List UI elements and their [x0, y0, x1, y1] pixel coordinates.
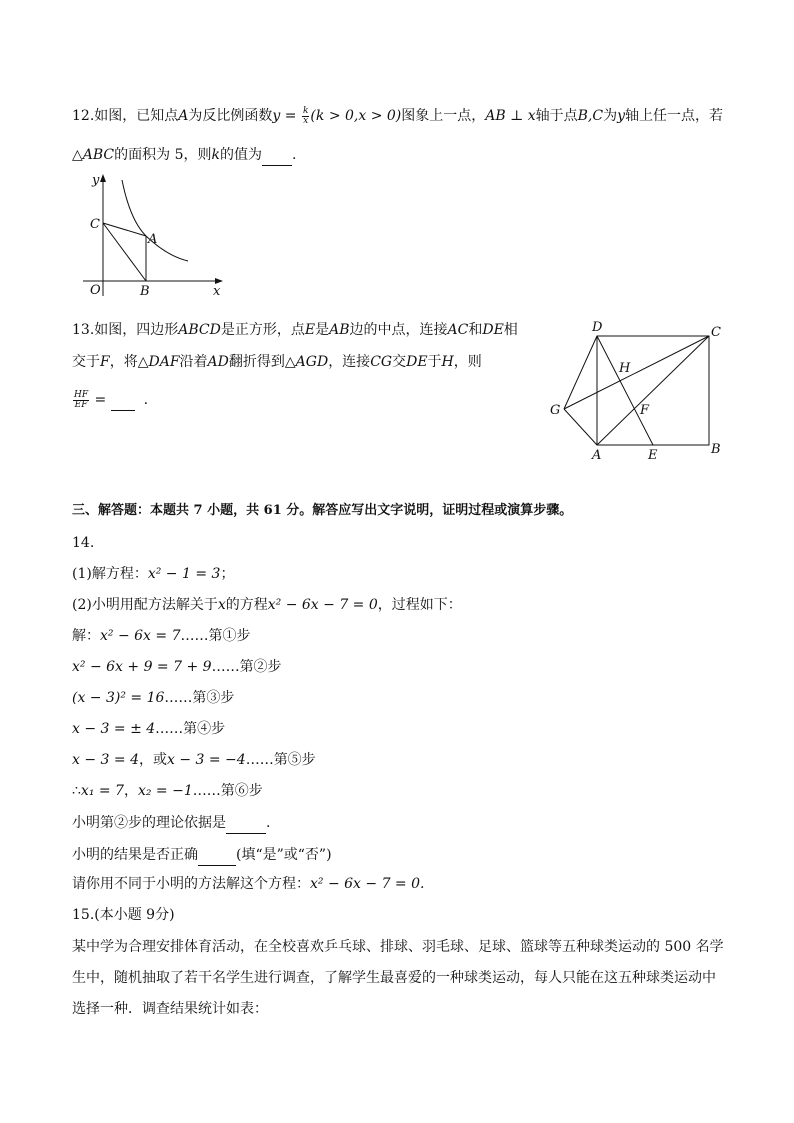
q12-var-k: k	[211, 147, 220, 163]
q13-var: DE	[406, 354, 428, 370]
q13-text: 是	[315, 322, 330, 338]
q13-text: ，则	[453, 354, 482, 370]
q13-fraction	[73, 391, 89, 410]
label-O: O	[90, 283, 101, 298]
label-y: y	[92, 173, 100, 188]
q12-line1	[72, 106, 723, 126]
q13-text: 和	[468, 322, 483, 338]
q13-var: △DAF	[137, 354, 180, 370]
q14-equation: (x − 3)² = 16	[72, 690, 165, 706]
q14-equation: x² − 6x = 7	[100, 628, 181, 644]
q14-equation: x − 3 = −4	[166, 752, 246, 768]
q14-step3	[72, 688, 234, 708]
q14-text: (填“是”或“否”)	[236, 847, 332, 863]
q14-text: 小明的结果是否正确	[72, 847, 198, 863]
q13-var: AC	[447, 322, 469, 338]
q14-step1	[72, 626, 250, 646]
q14-equation: x² − 6x − 7 = 0.	[310, 876, 425, 892]
segment-GC	[564, 336, 709, 409]
q14-text: 的方程	[225, 597, 268, 613]
label-H: H	[619, 361, 631, 376]
q13-text: 边的中点，连接	[349, 322, 448, 338]
q12-line2	[72, 145, 296, 166]
q15-line1	[72, 937, 724, 957]
q12-text: 为	[603, 108, 618, 124]
q13-var: F	[100, 354, 110, 370]
q14-number	[72, 533, 94, 553]
q14-text: 小明第②步的理论依据是	[72, 815, 226, 831]
q12-condition: (k > 0,x > 0)	[310, 108, 402, 124]
label-A: A	[148, 232, 158, 247]
label-A: A	[592, 448, 602, 463]
q13-var: DE	[482, 322, 504, 338]
q12-number: 12.	[72, 108, 95, 124]
q12-frac-num: k	[302, 105, 309, 116]
answer-blank	[198, 845, 236, 866]
section-text: 分。解答应写出文字说明，证明过程或演算步骤。	[286, 503, 573, 518]
q12-var-BC: B,C	[577, 108, 604, 124]
section-3-header	[72, 501, 572, 521]
q13-text: 交	[392, 354, 407, 370]
q13-frac-num: HF	[74, 389, 89, 400]
q12-triangle: △ABC	[72, 147, 115, 163]
label-B: B	[140, 284, 150, 299]
q13-var: CG	[370, 354, 393, 370]
q13-text: ，将	[109, 354, 138, 370]
q13-line2	[72, 352, 482, 372]
q14-question-b	[72, 845, 332, 866]
therefore-symbol: ∴	[72, 783, 81, 799]
q12-var-A: A	[178, 108, 189, 124]
q14-text: (1)解方程：	[72, 566, 148, 582]
q14-text: .	[266, 815, 271, 831]
q12-perp: AB ⊥ x	[485, 108, 536, 124]
q13-var: AD	[207, 354, 229, 370]
q14-part2	[72, 595, 462, 615]
q14-question-c	[72, 874, 424, 894]
q12-text: 轴上任一点，若	[625, 108, 724, 124]
q14-step6	[72, 781, 263, 801]
q13-text: 如图，四边形	[94, 322, 179, 338]
segment-GA	[564, 409, 597, 445]
segment-DE	[597, 336, 653, 445]
y-axis-arrow	[100, 174, 106, 182]
answer-blank	[226, 813, 266, 834]
section-count: 7	[189, 503, 208, 518]
q13-var: E	[304, 322, 316, 338]
q13-number: 13.	[72, 322, 95, 338]
q15-text: 生中，随机抽取了若干名学生进行调查，了解学生最喜爱的一种球类运动，每人只能在这五种球类运动中	[72, 970, 716, 986]
answer-blank	[111, 390, 135, 411]
q12-text: .	[291, 147, 297, 163]
q14-step-label: ……第④步	[155, 721, 226, 737]
q13-var: ABCD	[178, 322, 221, 338]
q14-text: 请你用不同于小明的方法解这个方程：	[72, 876, 310, 892]
q12-frac-den: x	[303, 115, 309, 126]
section-text: 三、解答题：本题共	[72, 503, 190, 518]
segment-CB	[103, 223, 146, 281]
label-C: C	[711, 325, 721, 340]
q14-step-label: ……第⑤步	[245, 752, 316, 768]
q14-text: ；	[220, 566, 235, 582]
q13-eq-sign: =	[90, 392, 111, 408]
segment-CA	[103, 223, 146, 236]
q12-fraction	[302, 107, 309, 126]
q13-var: AB	[329, 322, 350, 338]
answer-blank	[262, 145, 292, 166]
label-C: C	[90, 217, 100, 232]
label-F: F	[640, 403, 650, 418]
q14-question-a	[72, 813, 270, 834]
q14-equation: x₂ = −1	[137, 783, 193, 799]
section-text: 小题，共	[207, 503, 260, 518]
q15-line3	[72, 999, 268, 1019]
q14-equation: x² − 1 = 3	[147, 566, 221, 582]
q14-var: x	[217, 597, 226, 613]
q12-text: 为反比例函数	[188, 108, 273, 124]
q12-text: 如图，已知点	[94, 108, 179, 124]
q13-line3	[72, 390, 148, 411]
q14-step4	[72, 719, 225, 739]
q13-var: H	[441, 354, 454, 370]
q12-text: 的值为	[219, 147, 262, 163]
q14-part1	[72, 564, 234, 584]
hyperbola-curve	[122, 180, 188, 261]
q14-text: ，过程如下：	[377, 597, 462, 613]
q14-step-label: ……第②步	[211, 659, 282, 675]
q12-eq-sign: =	[280, 108, 301, 124]
q15-text: 选择一种．调查结果统计如表：	[72, 1001, 268, 1017]
q13-text: 交于	[72, 354, 100, 370]
label-D: D	[592, 320, 603, 335]
q13-text: 沿着	[179, 354, 208, 370]
q12-text: 轴于点	[535, 108, 578, 124]
label-G: G	[550, 403, 561, 418]
q14-equation: x² − 6x + 9 = 7 + 9	[72, 659, 212, 675]
q12-var-y: y	[272, 108, 281, 124]
q13-text: 相	[503, 322, 518, 338]
q13-frac-den: EF	[74, 399, 88, 410]
segment-AC	[597, 336, 709, 445]
label-B: B	[711, 442, 721, 457]
q12-text: 图象上一点，	[401, 108, 486, 124]
q12-figure	[75, 168, 235, 300]
q12-var-y: y	[617, 108, 626, 124]
q13-text: 于	[427, 354, 442, 370]
q14-text: (2)小明用配方法解关于	[72, 597, 218, 613]
q14-step5	[72, 750, 316, 770]
q14-number-text: 14.	[72, 535, 95, 551]
q14-equation: x − 3 = ± 4	[72, 721, 156, 737]
q14-equation: x² − 6x − 7 = 0	[267, 597, 378, 613]
q12-text: 的面积为 5，则	[114, 147, 212, 163]
q15-text: 某中学为合理安排体育活动，在全校喜欢乒乓球、排球、羽毛球、足球、篮球等五种球类运动的 500 名学	[72, 939, 724, 955]
label-x: x	[213, 284, 221, 299]
q14-step-label: ……第⑥步	[192, 783, 263, 799]
q13-text: 翻折得到	[228, 354, 285, 370]
q15-line2	[72, 968, 716, 988]
q13-text: .	[143, 392, 149, 408]
q13-figure	[545, 318, 735, 468]
q14-text: ，或	[138, 752, 167, 768]
q15-number: 15.	[72, 907, 95, 923]
q14-step-label: ……第③步	[164, 690, 235, 706]
q14-equation: x − 3 = 4	[72, 752, 139, 768]
q13-line1	[72, 320, 518, 340]
section-score: 61	[259, 503, 287, 518]
label-E: E	[648, 448, 658, 463]
q13-text: 是正方形，点	[220, 322, 305, 338]
q15-header	[72, 905, 175, 925]
q13-var: △AGD	[284, 354, 329, 370]
q13-text: ，连接	[328, 354, 371, 370]
q14-step2	[72, 657, 282, 677]
segment-GD	[564, 336, 597, 409]
q15-score: (本小题 9分)	[94, 907, 175, 923]
q14-step-label: ……第①步	[180, 628, 251, 644]
q14-text: 解：	[72, 628, 100, 644]
q14-equation: x₁ = 7	[80, 783, 124, 799]
q14-text: ，	[123, 783, 138, 799]
